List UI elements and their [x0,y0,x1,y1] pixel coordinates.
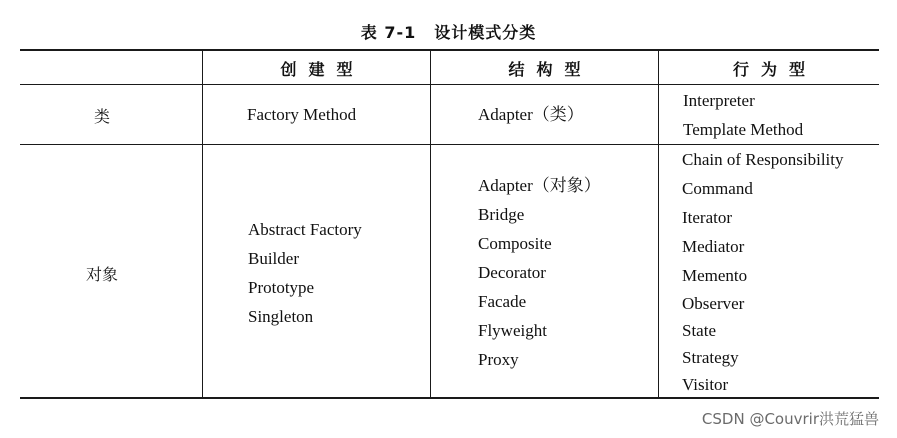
pattern-name: Builder [248,249,299,268]
pattern-name: Visitor [682,375,729,394]
header-bottom-rule [20,84,879,85]
pattern-name: Factory Method [247,105,357,124]
pattern-name: Adapter（类） [478,105,584,124]
pattern-name: Singleton [248,307,314,326]
pattern-name: Prototype [248,278,315,297]
pattern-name: Template Method [683,120,804,139]
cell-object-behavioral [682,145,844,398]
table-top-rule [20,49,879,51]
cell-object-structural [478,171,601,374]
column-divider-2 [430,51,431,397]
header-structural: 结构型 [508,60,593,79]
header-behavioral: 行为型 [732,60,817,79]
table-caption [0,20,897,43]
pattern-name: Observer [682,294,745,313]
pattern-name: Iterator [682,208,733,227]
column-divider-1 [202,51,203,397]
cell-class-creational [247,100,356,129]
pattern-name: Memento [682,266,748,285]
caption-title: 设计模式分类 [434,23,537,42]
cell-object-creational [248,215,362,331]
header-creational: 创建型 [280,60,365,79]
pattern-name: Bridge [478,205,525,224]
caption-number: 表 7-1 [360,23,417,42]
pattern-name: Abstract Factory [248,220,362,239]
pattern-name: Interpreter [683,91,755,110]
watermark: CSDN @Couvrir洪荒猛兽 [701,410,879,428]
pattern-name: Proxy [478,350,519,369]
pattern-name: Flyweight [478,321,547,340]
pattern-name: Decorator [478,263,546,282]
header-blank [20,56,202,84]
row-label-class: 类 [93,107,110,126]
pattern-name: Adapter（对象） [478,176,601,195]
row-label-object: 对象 [85,265,118,284]
pattern-name: Chain of Responsibility [682,150,844,169]
pattern-name: Mediator [682,237,745,256]
pattern-name: Command [682,179,753,198]
cell-class-behavioral [683,86,803,144]
cell-class-structural [478,100,584,129]
pattern-name: Strategy [682,348,739,367]
column-divider-3 [658,51,659,397]
pattern-name: Facade [478,292,527,311]
pattern-name: State [682,321,716,340]
pattern-name: Composite [478,234,552,253]
